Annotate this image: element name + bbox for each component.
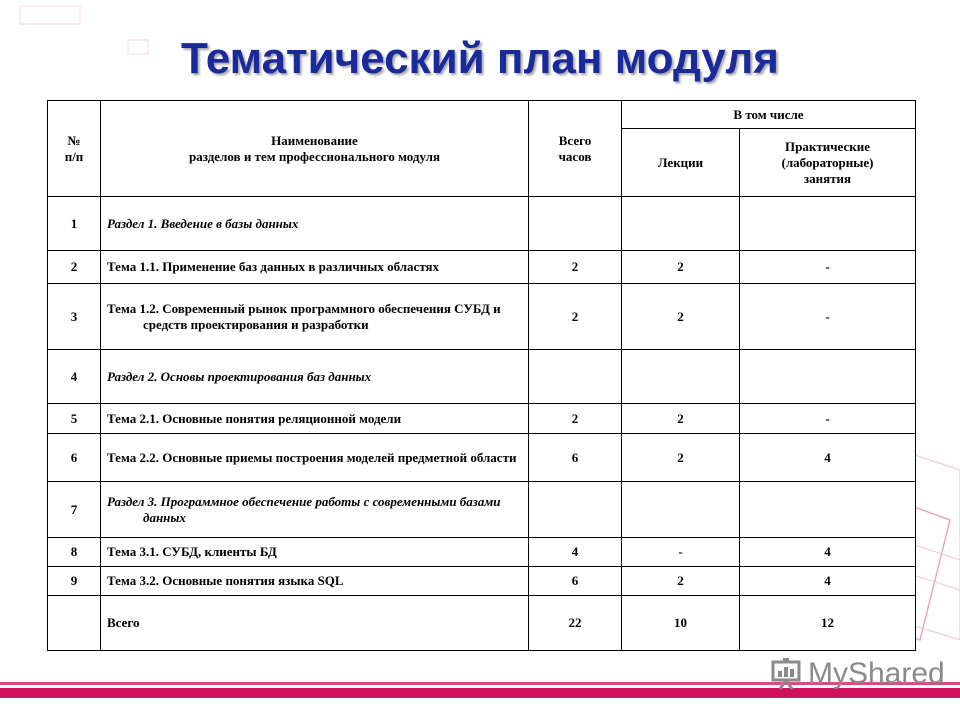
row-total [529,350,622,404]
row-practice: - [740,404,916,434]
row-total: 6 [529,434,622,482]
row-practice: - [740,251,916,284]
table-row [48,284,916,350]
row-practice [740,197,916,251]
row-name: Тема 2.2. Основные приемы построения моделей предметной области [101,434,529,482]
row-name: Раздел 3. Программное обеспечение работы с современными базами данных [101,482,529,538]
table-row [48,197,916,251]
row-number: 1 [48,197,101,251]
total-row [48,596,916,651]
total-row-practice: 12 [740,596,916,651]
row-name: Тема 3.2. Основные понятия языка SQL [101,567,529,596]
row-practice [740,350,916,404]
row-practice: 4 [740,567,916,596]
row-total [529,482,622,538]
row-number: 8 [48,538,101,567]
page-title: Тематический план модуля [181,34,779,83]
row-name: Тема 1.1. Применение баз данных в различных областях [101,251,529,284]
header-number: № п/п [48,101,101,197]
table-row [48,482,916,538]
table-row [48,567,916,596]
row-total: 6 [529,567,622,596]
total-row-label: Всего [101,596,529,651]
row-lectures [622,350,740,404]
table-row [48,538,916,567]
brand-text: MyShared [808,657,945,690]
row-number: 3 [48,284,101,350]
row-name: Тема 2.1. Основные понятия реляционной модели [101,404,529,434]
row-number: 2 [48,251,101,284]
header-name: Наименование разделов и тем профессионального модуля [101,101,529,197]
row-lectures [622,197,740,251]
row-lectures [622,482,740,538]
table-row [48,251,916,284]
header-lectures: Лекции [622,129,740,197]
row-number: 4 [48,350,101,404]
row-number: 7 [48,482,101,538]
row-name: Тема 3.1. СУБД, клиенты БД [101,538,529,567]
row-lectures: 2 [622,567,740,596]
row-name: Тема 1.2. Современный рынок программного обеспечения СУБД и средств проектирования и разработки [101,284,529,350]
row-name: Раздел 1. Введение в базы данных [101,197,529,251]
presentation-board-icon [770,658,804,690]
row-lectures: 2 [622,434,740,482]
table-row [48,434,916,482]
row-lectures: - [622,538,740,567]
header-including: В том числе [622,101,916,129]
row-total: 2 [529,284,622,350]
row-lectures: 2 [622,251,740,284]
total-row-number [48,596,101,651]
table-row [48,350,916,404]
thematic-plan-table [47,100,916,651]
row-lectures: 2 [622,404,740,434]
table-row [48,404,916,434]
total-row-lectures: 10 [622,596,740,651]
row-name: Раздел 2. Основы проектирования баз данных [101,350,529,404]
row-total [529,197,622,251]
row-practice: 4 [740,434,916,482]
row-number: 9 [48,567,101,596]
header-total-hours: Всего часов [529,101,622,197]
brand-logo [770,657,945,691]
row-total: 4 [529,538,622,567]
row-practice [740,482,916,538]
row-practice: 4 [740,538,916,567]
header-practice: Практические (лабораторные) занятия [740,129,916,197]
row-total: 2 [529,404,622,434]
row-number: 5 [48,404,101,434]
row-total: 2 [529,251,622,284]
row-practice: - [740,284,916,350]
row-number: 6 [48,434,101,482]
total-row-total: 22 [529,596,622,651]
row-lectures: 2 [622,284,740,350]
